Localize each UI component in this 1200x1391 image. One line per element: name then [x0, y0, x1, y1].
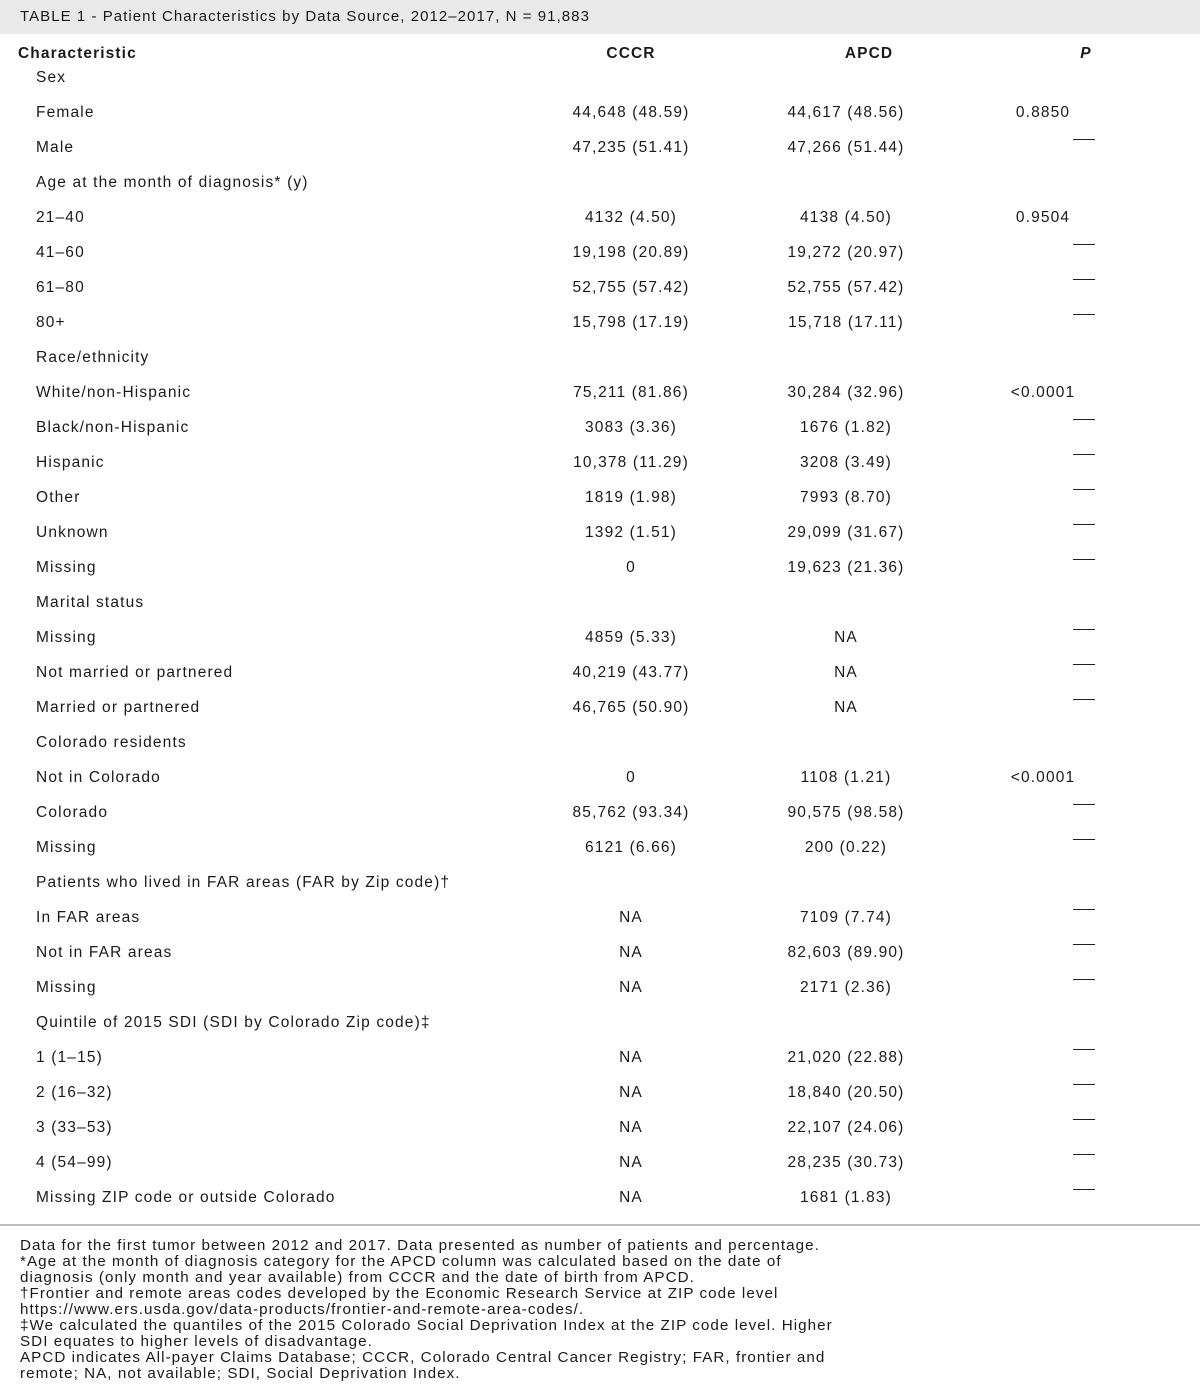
row-label: Missing ZIP code or outside Colorado [36, 1189, 336, 1206]
row-label: 41–60 [36, 244, 85, 261]
table-row [0, 795, 1200, 830]
cell-cccr: 4859 (5.33) [585, 629, 677, 646]
header-apcd: APCD [844, 45, 894, 62]
cell-apcd: 29,099 (31.67) [787, 524, 905, 541]
row-label: 2 (16–32) [36, 1084, 113, 1101]
table-row [0, 1145, 1200, 1180]
table-section-row [0, 1005, 1200, 1040]
cell-p-dash [1073, 419, 1095, 420]
cell-cccr: NA [619, 979, 643, 996]
table-footnotes [0, 1226, 1200, 1391]
cell-p-dash [1073, 699, 1095, 700]
cell-cccr: NA [619, 1049, 643, 1066]
cell-apcd: 7109 (7.74) [800, 909, 892, 926]
cell-apcd: 18,840 (20.50) [787, 1084, 905, 1101]
cell-cccr: 19,198 (20.89) [572, 244, 690, 261]
cell-p-dash [1073, 664, 1095, 665]
cell-cccr: 6121 (6.66) [585, 839, 677, 856]
cell-cccr: 40,219 (43.77) [572, 664, 690, 681]
table-section-row [0, 725, 1200, 760]
table-section-row [0, 865, 1200, 900]
cell-cccr: 15,798 (17.19) [572, 314, 690, 331]
cell-p-dash [1073, 454, 1095, 455]
cell-cccr: 0 [626, 769, 636, 786]
footnote-line: †Frontier and remote areas codes developed by the Economic Research Service at ZIP code level [20, 1285, 779, 1302]
cell-apcd: 7993 (8.70) [800, 489, 892, 506]
table-section-row [0, 60, 1200, 95]
cell-cccr: 46,765 (50.90) [572, 699, 690, 716]
table-section-row [0, 585, 1200, 620]
table-row [0, 305, 1200, 340]
footnote-line: ‡We calculated the quantiles of the 2015 Colorado Social Deprivation Index at the ZIP code level. Higher [20, 1317, 833, 1334]
row-label: 3 (33–53) [36, 1119, 113, 1136]
cell-apcd: 52,755 (57.42) [787, 279, 905, 296]
section-label: Colorado residents [36, 734, 187, 751]
cell-cccr: NA [619, 1119, 643, 1136]
cell-apcd: 4138 (4.50) [800, 209, 892, 226]
footnote-line: https://www.ers.usda.gov/data-products/frontier-and-remote-area-codes/. [20, 1301, 585, 1318]
row-label: In FAR areas [36, 909, 141, 926]
row-label: Female [36, 104, 95, 121]
footnote-line: Data for the first tumor between 2012 and 2017. Data presented as number of patients and percentage. [20, 1237, 820, 1254]
cell-p-dash [1073, 1154, 1095, 1155]
footnote-line: diagnosis (only month and year available) from CCCR and the date of birth from APCD. [20, 1269, 695, 1286]
cell-cccr: 44,648 (48.59) [572, 104, 690, 121]
cell-apcd: 28,235 (30.73) [787, 1154, 905, 1171]
cell-cccr: 3083 (3.36) [585, 419, 677, 436]
row-label: Not in Colorado [36, 769, 161, 786]
table-caption: TABLE 1 - Patient Characteristics by Data Source, 2012–2017, N = 91,883 [0, 0, 1200, 34]
footnote-line: APCD indicates All-payer Claims Database; CCCR, Colorado Central Cancer Registry; FAR, frontier and [20, 1349, 826, 1366]
table-row [0, 1040, 1200, 1075]
cell-p-dash [1073, 1084, 1095, 1085]
cell-cccr: NA [619, 944, 643, 961]
cell-p-dash [1073, 839, 1095, 840]
header-p: P [1080, 45, 1092, 62]
footnote-line: remote; NA, not available; SDI, Social Deprivation Index. [20, 1365, 461, 1382]
cell-cccr: 85,762 (93.34) [572, 804, 690, 821]
table-section-row [0, 340, 1200, 375]
row-label: 21–40 [36, 209, 85, 226]
row-label: Missing [36, 979, 97, 996]
cell-p-dash [1073, 244, 1095, 245]
table-row [0, 1180, 1200, 1215]
table-row [0, 375, 1200, 410]
cell-p-dash [1073, 944, 1095, 945]
cell-apcd: 19,623 (21.36) [787, 559, 905, 576]
table-row [0, 550, 1200, 585]
cell-cccr: 0 [626, 559, 636, 576]
cell-apcd: 82,603 (89.90) [787, 944, 905, 961]
cell-p-dash [1073, 629, 1095, 630]
table-row [0, 935, 1200, 970]
row-label: White/non-Hispanic [36, 384, 192, 401]
cell-apcd: NA [834, 664, 858, 681]
cell-p: <0.0001 [1010, 384, 1076, 401]
row-label: 4 (54–99) [36, 1154, 113, 1171]
cell-p-dash [1073, 559, 1095, 560]
cell-cccr: 1392 (1.51) [585, 524, 677, 541]
cell-p: <0.0001 [1010, 769, 1076, 786]
cell-apcd: 15,718 (17.11) [788, 314, 904, 331]
row-label: Hispanic [36, 454, 105, 471]
cell-apcd: 2171 (2.36) [800, 979, 892, 996]
row-label: Married or partnered [36, 699, 201, 716]
table-row [0, 830, 1200, 865]
row-label: Male [36, 139, 75, 156]
table-row [0, 620, 1200, 655]
row-label: Unknown [36, 524, 109, 541]
section-label: Marital status [36, 594, 145, 611]
cell-p-dash [1073, 1119, 1095, 1120]
table-row [0, 410, 1200, 445]
cell-apcd: 1681 (1.83) [800, 1189, 892, 1206]
table-row [0, 270, 1200, 305]
cell-cccr: NA [619, 1189, 643, 1206]
cell-apcd: 47,266 (51.44) [787, 139, 905, 156]
section-label: Age at the month of diagnosis* (y) [36, 174, 309, 191]
table-row [0, 445, 1200, 480]
cell-p-dash [1073, 314, 1095, 315]
cell-p-dash [1073, 979, 1095, 980]
row-label: Not married or partnered [36, 664, 234, 681]
cell-p-dash [1073, 1049, 1095, 1050]
cell-apcd: 44,617 (48.56) [787, 104, 905, 121]
cell-cccr: NA [619, 909, 643, 926]
cell-p: 0.8850 [1015, 104, 1071, 121]
header-characteristic: Characteristic [18, 45, 137, 62]
cell-cccr: 75,211 (81.86) [573, 384, 689, 401]
cell-p-dash [1073, 139, 1095, 140]
table-row [0, 970, 1200, 1005]
row-label: 61–80 [36, 279, 85, 296]
cell-p-dash [1073, 1189, 1095, 1190]
row-label: Missing [36, 559, 97, 576]
cell-cccr: 4132 (4.50) [585, 209, 677, 226]
cell-apcd: 200 (0.22) [804, 839, 888, 856]
cell-apcd: NA [834, 629, 858, 646]
cell-p: 0.9504 [1015, 209, 1071, 226]
footnote-line: SDI equates to higher levels of disadvantage. [20, 1333, 373, 1350]
cell-apcd: 21,020 (22.88) [787, 1049, 905, 1066]
row-label: 80+ [36, 314, 66, 331]
section-label: Quintile of 2015 SDI (SDI by Colorado Zip code)‡ [36, 1014, 431, 1031]
cell-apcd: 90,575 (98.58) [787, 804, 905, 821]
cell-apcd: 19,272 (20.97) [787, 244, 905, 261]
header-cccr: CCCR [606, 45, 656, 62]
cell-cccr: 47,235 (51.41) [572, 139, 690, 156]
cell-p-dash [1073, 909, 1095, 910]
table-row [0, 760, 1200, 795]
row-label: Colorado [36, 804, 109, 821]
section-label: Sex [36, 69, 67, 86]
cell-cccr: NA [619, 1084, 643, 1101]
cell-apcd: 1108 (1.21) [800, 769, 892, 786]
table-row [0, 1110, 1200, 1145]
table-row [0, 655, 1200, 690]
cell-apcd: 3208 (3.49) [800, 454, 892, 471]
cell-cccr: 10,378 (11.29) [573, 454, 689, 471]
table-row [0, 130, 1200, 165]
cell-apcd: 30,284 (32.96) [787, 384, 905, 401]
row-label: Other [36, 489, 81, 506]
section-label: Patients who lived in FAR areas (FAR by Zip code)† [36, 874, 451, 891]
table-row [0, 480, 1200, 515]
table-row [0, 900, 1200, 935]
cell-cccr: NA [619, 1154, 643, 1171]
table-row [0, 515, 1200, 550]
footnote-line: *Age at the month of diagnosis category for the APCD column was calculated based on the date of [20, 1253, 782, 1270]
cell-apcd: 1676 (1.82) [800, 419, 892, 436]
cell-p-dash [1073, 489, 1095, 490]
cell-p-dash [1073, 524, 1095, 525]
cell-p-dash [1073, 279, 1095, 280]
table-section-row [0, 165, 1200, 200]
table-row [0, 95, 1200, 130]
cell-cccr: 1819 (1.98) [585, 489, 677, 506]
row-label: Missing [36, 629, 97, 646]
cell-apcd: NA [834, 699, 858, 716]
table-row [0, 200, 1200, 235]
row-label: Missing [36, 839, 97, 856]
table-row [0, 235, 1200, 270]
cell-p-dash [1073, 804, 1095, 805]
table-row [0, 1075, 1200, 1110]
row-label: Not in FAR areas [36, 944, 173, 961]
cell-apcd: 22,107 (24.06) [787, 1119, 905, 1136]
row-label: 1 (1–15) [36, 1049, 103, 1066]
cell-cccr: 52,755 (57.42) [572, 279, 690, 296]
section-label: Race/ethnicity [36, 349, 150, 366]
table-row [0, 690, 1200, 725]
row-label: Black/non-Hispanic [36, 419, 190, 436]
